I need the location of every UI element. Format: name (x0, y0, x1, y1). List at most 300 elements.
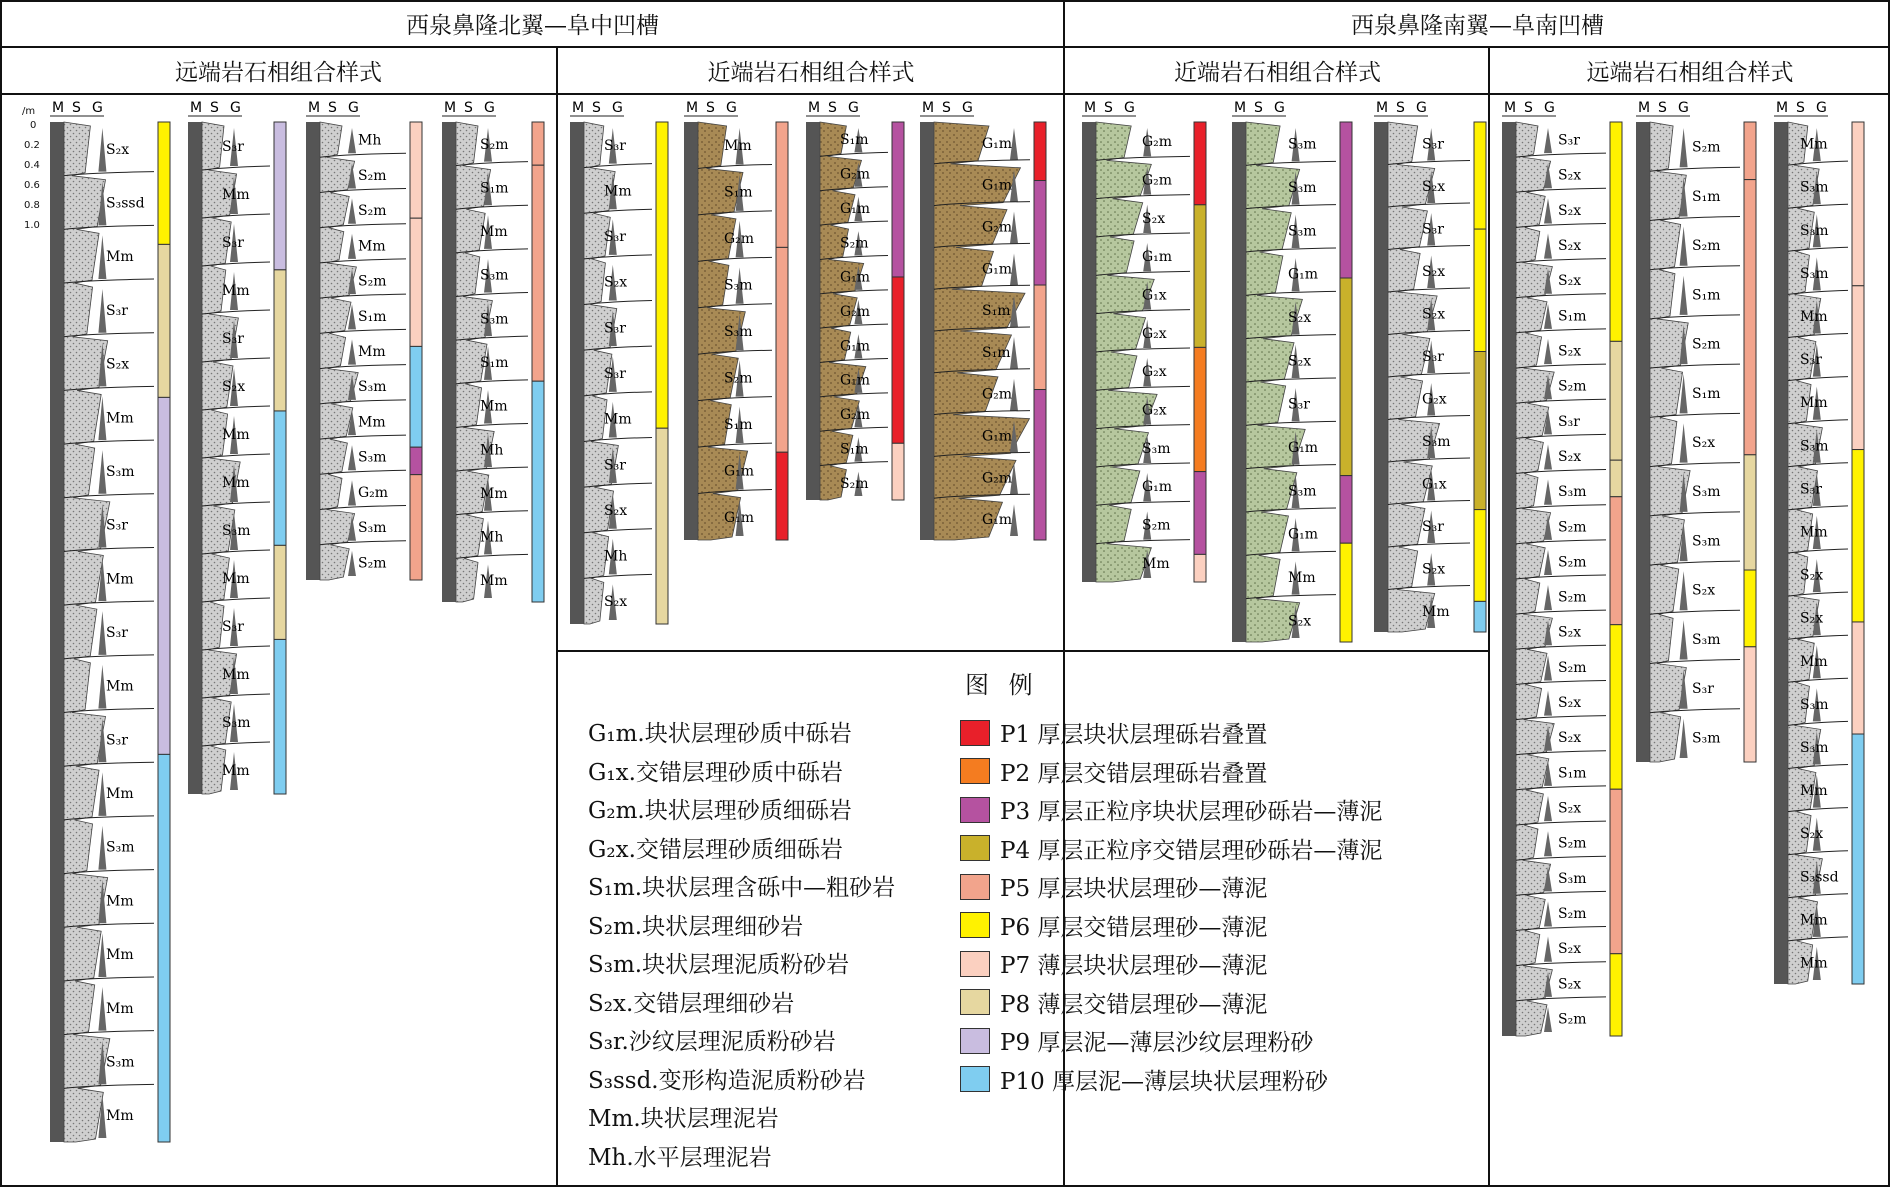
bed-label: S₂x (1558, 624, 1582, 641)
facies-item-p9 (960, 1024, 1313, 1057)
mud-strip (306, 122, 320, 580)
facies-bar-p3 (1194, 472, 1206, 555)
bed-label: S₂x (1288, 353, 1312, 370)
bed-label: S₂x (1800, 567, 1824, 584)
facies-bar-p7 (1852, 622, 1864, 734)
bed-label: Mm (1422, 603, 1450, 620)
grading-wedge (348, 339, 356, 364)
bed-label: S₂x (1558, 800, 1582, 817)
bed-label: Mm (106, 947, 134, 964)
mud-strip (1082, 122, 1096, 582)
grain-size-label: M (52, 100, 65, 116)
lithofacies-item: G₂m.块状层理砂质细砾岩 (588, 798, 852, 824)
bed-label: G₁m (724, 463, 755, 480)
grain-size-label: S (828, 100, 837, 116)
bed-label: G₂m (724, 231, 755, 248)
strat-column-c8 (920, 100, 1046, 540)
facies-label: P10 厚层泥—薄层块状层理粉砂 (1000, 1068, 1329, 1095)
bed-label: S₂x (106, 141, 130, 158)
grain-size-label: G (962, 100, 973, 116)
facies-bar-p8 (274, 270, 286, 411)
facies-bar-p5 (1744, 122, 1756, 180)
bed-label: S₂m (1558, 905, 1587, 922)
facies-label: P6 厚层交错层理砂—薄泥 (1000, 914, 1268, 941)
grain-size-label: G (484, 100, 495, 116)
grain-size-label: S (1396, 100, 1405, 116)
bed-label: S₃r (604, 229, 626, 246)
bed-label: S₃m (222, 715, 251, 731)
bed-label: S₃m (358, 379, 387, 396)
grain-size-label: M (1776, 100, 1789, 116)
bed-label: S₁m (1558, 308, 1587, 325)
bed-label: Mm (480, 485, 508, 502)
legend-title: 图 例 (965, 671, 1039, 699)
bed-label: G₂m (358, 484, 389, 501)
bed-label: Mm (222, 763, 250, 779)
bed-label: Mm (1800, 653, 1828, 670)
bed-label: Mm (1800, 955, 1828, 972)
bed-label: S₂m (1558, 554, 1587, 571)
bed-label: S₂x (1558, 343, 1582, 360)
bed-label: S₃r (1288, 396, 1310, 413)
mud-strip (570, 122, 584, 624)
facies-swatch (960, 989, 990, 1015)
bed-label: S₂x (1558, 448, 1582, 465)
bed-label: S₃m (1558, 484, 1587, 501)
bed-label: S₁m (982, 344, 1011, 361)
bed-label: S₂x (1288, 613, 1312, 630)
grading-wedge (348, 480, 356, 505)
bed-label: S₂m (1558, 659, 1587, 676)
facies-bar-p3 (1340, 476, 1352, 544)
bed-label: Mm (106, 410, 134, 427)
grading-wedge (1010, 337, 1018, 369)
bed-label: S₃m (1800, 222, 1829, 239)
facies-bar-p6 (1852, 450, 1864, 622)
grading-wedge (1544, 233, 1552, 258)
facies-bar-p5 (1610, 789, 1622, 954)
facies-bar-p1 (1034, 122, 1046, 181)
bed-label: S₁m (1692, 188, 1721, 205)
bed-label: Mh (604, 548, 628, 565)
bed-label: G₁m (982, 177, 1013, 194)
bed-label: Mm (358, 238, 386, 255)
grain-size-label: S (72, 100, 81, 116)
strat-column-c13 (1636, 100, 1756, 762)
bed-label: S₃r (604, 320, 626, 337)
bed-label: S₃m (1142, 440, 1171, 457)
mud-strip (442, 122, 456, 602)
grain-size-label: M (1638, 100, 1651, 116)
bed-label: S₃m (1800, 438, 1829, 455)
grading-wedge (1544, 831, 1552, 856)
bed-label: S₂m (1692, 238, 1721, 255)
lithofacies-item: S₂x.交错层理细砂岩 (588, 990, 795, 1017)
bed-label: Mm (480, 224, 508, 241)
bed-label: S₂m (724, 370, 753, 387)
bed-label: S₃r (604, 137, 626, 154)
mud-strip (1232, 122, 1246, 642)
bed-label: Mm (106, 249, 134, 266)
bed-label: G₁x (1142, 287, 1167, 304)
bed-label: Mm (604, 183, 632, 200)
strat-column-c5 (570, 100, 668, 624)
grain-size-label: M (1234, 100, 1247, 116)
bed-label: S₂x (1288, 310, 1312, 326)
bed-label: Mm (480, 398, 508, 415)
bed-label: G₁m (982, 512, 1013, 529)
bed-label: S₂m (358, 167, 387, 184)
strat-column-c7 (806, 100, 904, 500)
bed-label: S₂m (1692, 336, 1721, 353)
bed-label: S₂m (1558, 519, 1587, 536)
strat-column-c2 (188, 100, 286, 794)
bed-label: Mm (222, 475, 250, 491)
bed-label: G₁m (840, 338, 871, 355)
bed-label: Mm (106, 893, 134, 910)
facies-swatch (960, 758, 990, 784)
bed-label: G₂x (1142, 364, 1167, 381)
facies-bar-p6 (656, 122, 668, 428)
bed-label: S₂x (1422, 263, 1446, 280)
bed-label: S₃m (1288, 136, 1317, 153)
strat-column-c3 (306, 100, 422, 580)
bed-label: S₂x (1558, 941, 1582, 958)
grain-size-label: G (348, 100, 359, 116)
facies-item-p10 (960, 1063, 1328, 1096)
bed-label: S₃r (106, 625, 128, 641)
facies-bar-p5 (532, 122, 544, 165)
strat-column-c12 (1502, 100, 1622, 1036)
bed-label: S₃r (1422, 136, 1444, 153)
grain-size-label: M (808, 100, 821, 116)
bed-label: S₂x (1558, 976, 1582, 993)
facies-bar-p5 (1744, 180, 1756, 455)
lithofacies-item: G₁x.交错层理砂质中砾岩 (588, 759, 843, 786)
grading-wedge (1680, 571, 1688, 610)
facies-bar-p6 (1474, 510, 1486, 602)
facies-swatch (960, 797, 990, 823)
grading-wedge (1680, 226, 1688, 265)
strat-column-c1 (50, 100, 170, 1142)
bed-label: S₃r (1800, 352, 1822, 369)
facies-label: P9 厚层泥—薄层沙纹层理粉砂 (1000, 1030, 1314, 1056)
bed-label: G₁m (1288, 526, 1319, 543)
facies-bar-p6 (1610, 625, 1622, 790)
facies-bar-p5 (776, 122, 788, 247)
bed-label: S₂m (1558, 589, 1587, 606)
facies-bar-p1 (892, 277, 904, 443)
header-south-distal: 远端岩石相组合样式 (1490, 48, 1890, 95)
facies-bar-p5 (776, 247, 788, 452)
facies-bar-p7 (1194, 554, 1206, 582)
bed-label: S₁m (724, 184, 753, 201)
bed-label: G₂x (1422, 391, 1447, 408)
lithology-body (1788, 122, 1822, 984)
bed-label: Mm (1800, 524, 1828, 541)
lithofacies-item: S₁m.块状层理含砾中—粗砂岩 (588, 875, 896, 901)
facies-bar-p10 (158, 754, 170, 1142)
grading-wedge (1544, 480, 1552, 505)
grading-wedge (1544, 901, 1552, 926)
bed-label: S₃m (358, 449, 387, 466)
grading-wedge (1544, 444, 1552, 469)
bed-label: S₂m (1558, 835, 1587, 852)
facies-item-p8 (960, 986, 1267, 1019)
grain-size-label: M (308, 100, 321, 116)
bed-label: Mm (1800, 308, 1828, 325)
bed-label: S₃m (222, 523, 251, 539)
grading-wedge (348, 551, 356, 576)
lithofacies-item: G₁m.块状层理砂质中砾岩 (588, 721, 852, 747)
lithofacies-item: S₃ssd.变形构造泥质粉砂岩 (588, 1067, 866, 1094)
bed-label: S₂m (358, 555, 387, 572)
facies-bar-p7 (1852, 286, 1864, 450)
bed-label: S₃r (222, 331, 244, 347)
facies-bar-p8 (1610, 341, 1622, 460)
bed-label: S₂x (1800, 610, 1824, 627)
bed-label: S₃m (1692, 533, 1721, 550)
facies-bar-p9 (158, 397, 170, 754)
bed-label: Mm (106, 1000, 134, 1017)
header-north-proximal: 近端岩石相组合样式 (557, 48, 1065, 95)
grading-wedge (348, 445, 356, 470)
facies-bar-p6 (1474, 122, 1486, 229)
grain-size-label: S (1796, 100, 1805, 116)
header-south-proximal: 近端岩石相组合样式 (1065, 48, 1490, 95)
bed-label: Mm (1288, 570, 1316, 586)
lithofacies-item: Mh.水平层理泥岩 (588, 1144, 772, 1171)
grading-wedge (1680, 620, 1688, 659)
facies-bar-p6 (1744, 570, 1756, 647)
facies-bar-p8 (1744, 455, 1756, 570)
facies-bar-p8 (656, 428, 668, 624)
bed-label: Mm (222, 283, 250, 299)
bed-label: G₁m (982, 261, 1013, 278)
grading-wedge (1544, 550, 1552, 575)
mud-strip (50, 122, 64, 1142)
bed-label: S₃m (1288, 483, 1317, 500)
grading-wedge (1544, 796, 1552, 821)
facies-bar-p10 (274, 639, 286, 794)
facies-swatch (960, 874, 990, 900)
bed-label: S₁m (840, 132, 869, 149)
bed-label: Mh (358, 132, 382, 149)
grading-wedge (348, 234, 356, 259)
bed-label: G₂x (1142, 325, 1167, 342)
bed-label: Mm (106, 678, 134, 695)
bed-label: S₃m (1800, 179, 1829, 196)
strat-column-c10 (1232, 100, 1352, 642)
facies-bar-p3 (892, 122, 904, 277)
facies-bar-p5 (1610, 497, 1622, 625)
facies-bar-p7 (1852, 122, 1864, 286)
bed-label: S₃m (1288, 223, 1317, 240)
mud-strip (188, 122, 202, 794)
depth-unit-label: /m (22, 106, 36, 117)
bed-label: S₂x (1422, 561, 1446, 578)
facies-item-p1 (960, 716, 1267, 749)
facies-bar-p5 (410, 475, 422, 580)
grading-wedge (348, 198, 356, 223)
facies-swatch (960, 720, 990, 746)
bed-label: Mm (1800, 783, 1828, 800)
bed-label: S₃r (1422, 221, 1444, 238)
bed-label: S₂x (1558, 273, 1582, 290)
bed-label: S₃m (1558, 870, 1587, 887)
facies-bar-p7 (892, 443, 904, 500)
bed-label: Mm (222, 667, 250, 683)
strat-column-c14 (1774, 100, 1864, 984)
grain-size-label: S (592, 100, 601, 116)
bed-label: S₃r (1558, 413, 1580, 430)
grain-size-label: S (942, 100, 951, 116)
facies-swatch (960, 1028, 990, 1054)
grain-size-label: G (726, 100, 737, 116)
grading-wedge (1680, 128, 1688, 167)
facies-bar-p1 (1194, 122, 1206, 205)
bed-label: G₂m (840, 304, 871, 320)
grain-size-label: M (190, 100, 203, 116)
bed-label: S₂m (840, 475, 869, 492)
grain-size-label: M (1084, 100, 1097, 116)
bed-label: S₂x (604, 274, 628, 291)
facies-label: P5 厚层块状层理砂—薄泥 (1000, 876, 1268, 902)
bed-label: S₃ssd (1800, 869, 1839, 886)
strat-column-c9 (1082, 100, 1206, 582)
bed-label: S₃r (1558, 132, 1580, 149)
facies-bar-p10 (532, 381, 544, 602)
facies-bar-p3 (1034, 181, 1046, 286)
lithofacies-item: Mm.块状层理泥岩 (588, 1106, 779, 1132)
facies-item-p4 (960, 832, 1382, 865)
mud-strip (1374, 122, 1388, 632)
bed-label: G₁m (840, 269, 871, 286)
bed-label: G₂m (840, 166, 871, 183)
bed-label: Mm (106, 571, 134, 588)
depth-scale (22, 104, 82, 234)
facies-bar-p6 (158, 122, 170, 244)
grain-size-label: S (1254, 100, 1263, 116)
bed-label: S₃m (1800, 265, 1829, 282)
grain-size-label: G (1678, 100, 1689, 116)
bed-label: G₁m (840, 200, 871, 217)
grain-size-label: S (464, 100, 473, 116)
bed-label: Mm (724, 138, 752, 155)
facies-bar-p8 (158, 244, 170, 397)
grain-size-label: M (1376, 100, 1389, 116)
bed-label: S₃m (724, 324, 753, 340)
bed-label: S₂x (106, 356, 130, 373)
bed-label: S₂x (222, 379, 246, 395)
grain-size-label: G (230, 100, 241, 116)
facies-label: P3 厚层正粒序块状层理砂砾岩—薄泥 (1000, 799, 1383, 825)
bed-label: S₃m (724, 277, 753, 294)
bed-label: S₃ssd (106, 195, 145, 212)
facies-bar-p7 (410, 122, 422, 218)
facies-bar-p6 (1610, 122, 1622, 341)
lithofacies-item: S₂m.块状层理细砂岩 (588, 913, 804, 940)
bed-label: S₃m (106, 839, 135, 856)
grading-wedge (1544, 198, 1552, 223)
bed-label: G₂m (982, 219, 1013, 236)
grain-size-label: S (328, 100, 337, 116)
bed-label: S₂x (604, 502, 628, 519)
bed-label: G₁m (840, 372, 871, 389)
facies-bar-p6 (1610, 954, 1622, 1036)
grading-wedge (1544, 585, 1552, 610)
bed-label: G₁m (982, 135, 1013, 152)
facies-item-p2 (960, 755, 1267, 788)
bed-label: S₃m (1692, 730, 1721, 747)
bed-label: S₃m (1692, 631, 1721, 648)
bed-label: G₂m (1142, 172, 1173, 189)
bed-label: Mm (480, 573, 508, 590)
bed-label: S₂x (1422, 306, 1446, 323)
bed-label: Mm (1800, 136, 1828, 153)
bed-label: S₃m (106, 1054, 135, 1071)
facies-item-p3 (960, 793, 1382, 826)
grain-size-label: M (572, 100, 585, 116)
bed-label: S₃m (1288, 180, 1317, 196)
bed-label: S₁m (480, 180, 509, 197)
bed-label: Mm (222, 187, 250, 203)
bed-label: S₂m (1558, 1011, 1587, 1028)
facies-bar-p5 (1034, 285, 1046, 390)
lithology-body (1516, 122, 1554, 1036)
bed-label: S₂m (1692, 139, 1721, 156)
facies-bar-p8 (274, 545, 286, 639)
bed-label: S₃m (1800, 696, 1829, 713)
strat-column-c6 (684, 100, 788, 540)
bed-label: S₃r (106, 302, 128, 319)
bed-label: G₂m (982, 470, 1013, 487)
header-north-distal: 远端岩石相组合样式 (0, 48, 557, 95)
bed-label: Mh (480, 529, 504, 546)
bed-label: G₁m (1288, 440, 1319, 456)
bed-label: S₁m (840, 441, 869, 458)
facies-bar-p10 (1474, 601, 1486, 632)
grading-wedge (1544, 690, 1552, 715)
bed-label: S₂x (1692, 435, 1716, 451)
bed-label: G₁x (1422, 476, 1447, 493)
facies-label: P4 厚层正粒序交错层理砂砾岩—薄泥 (1000, 837, 1383, 864)
bed-label: Mh (480, 442, 504, 459)
depth-tick-3: 0.6 (24, 180, 40, 191)
bed-label: S₂m (480, 136, 509, 153)
facies-bar-p10 (410, 346, 422, 447)
bed-label: S₁m (1692, 385, 1721, 402)
bed-label: S₃r (1422, 518, 1444, 535)
grain-size-label: M (922, 100, 935, 116)
facies-bar-p7 (410, 218, 422, 346)
facies-bar-p2 (1194, 347, 1206, 471)
facies-bar-p3 (1034, 390, 1046, 540)
bed-label: S₃m (106, 463, 135, 480)
facies-bar-p3 (410, 447, 422, 474)
mud-strip (920, 122, 934, 540)
facies-bar-p5 (532, 165, 544, 381)
grain-size-label: S (1104, 100, 1113, 116)
bed-label: S₂x (1800, 826, 1824, 843)
bed-label: S₂x (604, 594, 628, 611)
depth-tick-1: 0.2 (24, 140, 40, 151)
grain-size-label: G (612, 100, 623, 116)
bed-label: S₁m (982, 303, 1011, 320)
lithofacies-item: S₃m.块状层理泥质粉砂岩 (588, 952, 850, 978)
bed-label: S₂x (1692, 582, 1716, 599)
facies-item-p6 (960, 909, 1267, 942)
